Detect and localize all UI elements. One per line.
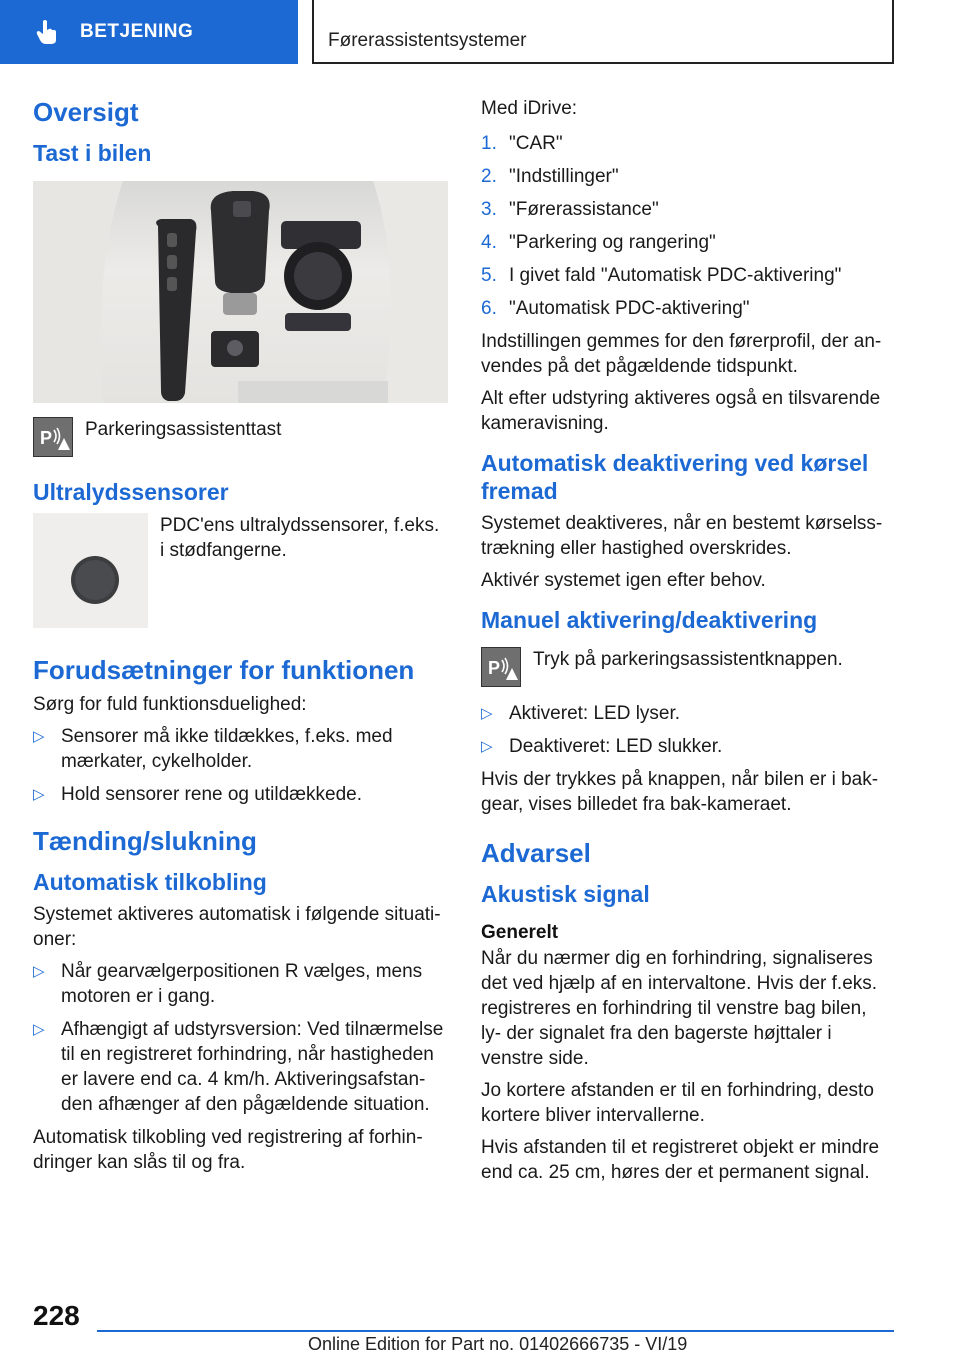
title-overview: Oversigt [33, 97, 139, 127]
heading-prerequisites: Forudsætninger for funktionen [33, 654, 415, 685]
manual-button-legend [481, 647, 891, 687]
edition-text: Online Edition for Part no. 01402666735 - VI/19 [308, 1334, 688, 1354]
chapter-label: Førerassistentsystemer [328, 30, 527, 51]
heading-button: Tast i bilen [33, 139, 152, 166]
list-item: ▷ Hold sensorer rene og utildækkede. [33, 782, 448, 807]
list-item: 2. "Indstillinger" [481, 166, 619, 187]
parking-assistant-icon [481, 647, 521, 687]
heading-auto-activation: Automatisk tilkobling [33, 868, 267, 895]
reactivate-text: Aktivér systemet igen efter behov. [481, 570, 766, 592]
idrive-intro: Med iDrive: [481, 98, 578, 119]
sensor-block [33, 513, 448, 628]
auto-outro: Automatisk tilkobling ved registrering af forhin- dringer kan slås til og fra. [33, 1127, 423, 1174]
manual-caption: Tryk på parkeringsassistentknappen. [533, 648, 843, 670]
left-column [33, 96, 448, 1182]
list-item: ▷ Aktiveret: LED lyser. [481, 701, 891, 726]
idrive-steps [481, 131, 891, 321]
heading-manual: Manuel aktivering/deaktivering [481, 607, 818, 634]
list-item: ▷ Deaktiveret: LED slukker. [481, 734, 891, 759]
auto-list [33, 959, 448, 1117]
list-item: 3. "Førerassistance" [481, 199, 659, 220]
list-item: ▷ Sensorer må ikke tildækkes, f.eks. med mærkater, cykelholder. [33, 724, 448, 774]
heading-sensors: Ultralydssensorer [33, 479, 229, 506]
pdc-button-legend [33, 417, 448, 457]
section-label: BETJENING [80, 21, 194, 42]
page-header [0, 0, 960, 66]
heading-acoustic-signal: Akustisk signal [481, 880, 650, 907]
list-item: 1. "CAR" [481, 133, 563, 154]
general-text-2: Jo kortere afstanden er til en forhindring, desto kortere bliver intervallerne. [481, 1080, 874, 1127]
section-tab [0, 0, 298, 64]
deactivation-text: Systemet deaktiveres, når en bestemt kørselss- trækning eller hastighed overskrides. [481, 513, 883, 560]
svg-text:P: P [488, 657, 501, 678]
parking-assistant-icon [33, 417, 73, 457]
footer-divider [97, 1330, 894, 1332]
list-item: ▷ Når gearvælgerpositionen R vælges, mens motoren er i gang. [33, 959, 448, 1009]
prereq-list [33, 724, 448, 807]
list-item: ▷ Afhængigt af udstyrsversion: Ved tilnærmelse til en registreret forhindring, når hastigheden er lavere end ca. 4 km/h. Aktiveringsafstan- den afhænger af den pågældende situation. [33, 1017, 448, 1117]
prereq-intro: Sørg for fuld funktionsduelighed: [33, 693, 307, 715]
list-item: 4. "Parkering og rangering" [481, 232, 716, 253]
general-text-1: Når du nærmer dig en forhindring, signaliseres det ved hjælp af en intervaltone. Hvis der f.eks. registreres en forhindring til venstre bag bilen, ly- der signalet fra den bagerste højttaler i venstre side. [481, 948, 878, 1070]
ultrasonic-sensor-photo [33, 513, 148, 628]
svg-text:P: P [40, 428, 53, 449]
list-item: 6. "Automatisk PDC-aktivering" [481, 298, 750, 319]
sensors-description: PDC'ens ultralydssensorer, f.eks. i stødfangerne. [160, 514, 440, 561]
center-console-photo [33, 181, 448, 403]
heading-warning: Advarsel [481, 837, 591, 868]
heading-on-off: Tænding/slukning [33, 825, 257, 856]
general-text-3: Hvis afstanden til et registreret objekt er mindre end ca. 25 cm, høres der et permanent signal. [481, 1137, 880, 1184]
heading-general: Generelt [481, 922, 559, 944]
manual-list [481, 701, 891, 759]
pdc-button-caption: Parkeringsassistenttast [85, 419, 282, 441]
chapter-tab [312, 0, 894, 64]
right-column [481, 96, 891, 1192]
hand-pointer-icon [34, 18, 62, 46]
auto-intro: Systemet aktiveres automatisk i følgende situati- oner: [33, 904, 441, 951]
reverse-gear-text: Hvis der trykkes på knappen, når bilen er i bak- gear, vises billedet fra bak-kameraet. [481, 768, 879, 815]
list-item: 5. I givet fald "Automatisk PDC-aktivering" [481, 265, 842, 286]
heading-auto-deactivation: Automatisk deaktivering ved kørsel fremad [481, 450, 869, 504]
profile-saved-text: Indstillingen gemmes for den førerprofil, der an- vendes på det pågældende tidspunkt. [481, 331, 882, 377]
page-number: 228 [33, 1300, 80, 1331]
camera-text: Alt efter udstyring aktiveres også en tilsvarende kameravisning. [481, 388, 881, 434]
